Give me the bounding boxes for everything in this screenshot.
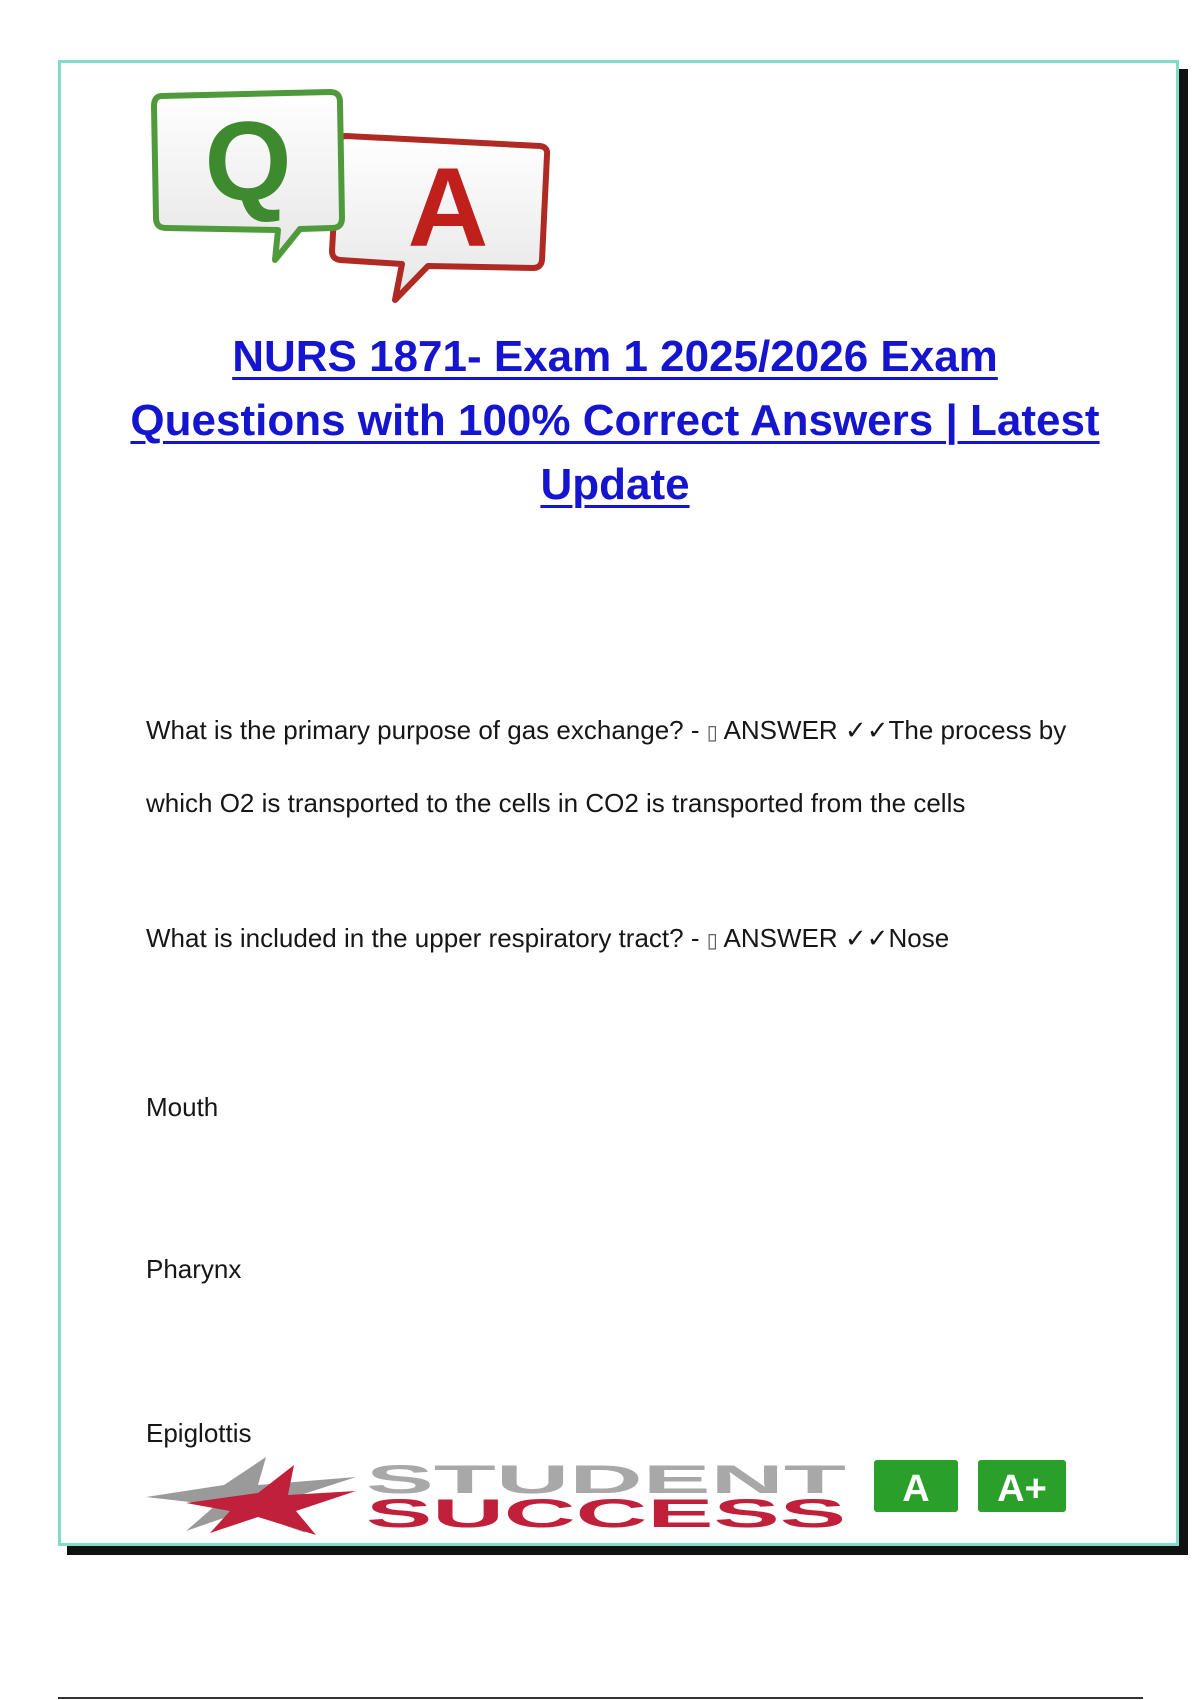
student-success-logo [146,1455,1071,1535]
answer-label: ANSWER [723,715,838,745]
logo-line-success: SUCCESS [366,1492,846,1535]
check-marks-icon: ✓✓ [844,923,889,953]
grade-badge-a-plus [978,1460,1066,1512]
answer-text: The process by which O2 is transported to the cells in CO2 is transported from the cells [146,715,1067,818]
star-swoosh-icon [146,1457,356,1535]
logo-line-student: STUDENT [366,1458,846,1502]
list-item: Epiglottis [146,1418,252,1448]
check-marks-icon: ✓✓ [844,715,889,745]
question-letter: Q [204,99,292,224]
qa-item-1 [146,695,1106,838]
bottom-divider [58,1697,1143,1699]
list-item: Mouth [146,1092,219,1122]
badge-a-text: A [902,1468,930,1510]
answer-letter: A [407,145,489,270]
answer-label: ANSWER [723,923,838,953]
question-bubble [154,92,342,260]
answer-bubble [332,136,547,300]
answer-text: Nose [888,923,950,953]
qa-logo [150,88,555,328]
answer-marker-icon: ▯ [706,722,718,744]
grade-badge-a [874,1460,958,1512]
list-item: Pharynx [146,1254,242,1284]
question-text: What is included in the upper respiratory tract? - [146,923,700,953]
answer-marker-icon: ▯ [706,930,718,952]
document-title: NURS 1871- Exam 1 2025/2026 Exam Questions with 100% Correct Answers | Latest Update [130,332,1100,509]
question-text: What is the primary purpose of gas exchange? - [146,715,700,745]
qa-item-2 [146,910,1106,969]
badge-a-plus-text: A+ [997,1468,1047,1510]
